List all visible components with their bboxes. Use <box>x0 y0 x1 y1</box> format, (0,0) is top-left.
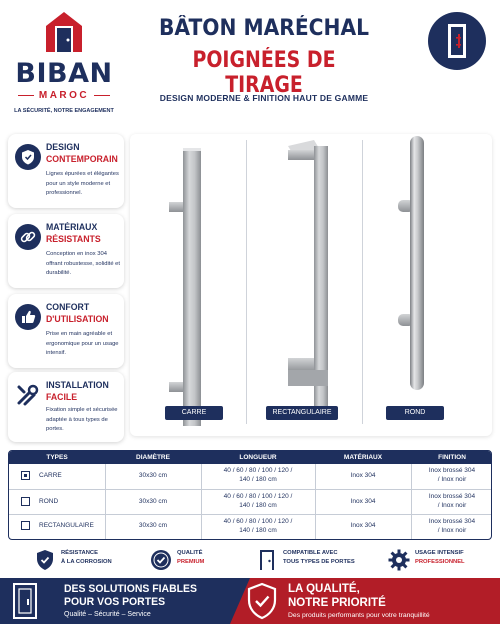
row-divider <box>9 489 492 490</box>
row-divider <box>9 514 492 515</box>
badge-line1: QUALITÉ <box>177 550 203 556</box>
table-cell-finish: / Inox noir <box>437 476 467 483</box>
brand-tagline: LA SÉCURITÉ, NOTRE ENGAGEMENT <box>14 108 114 114</box>
quality-seal-icon <box>150 549 172 571</box>
feature-title: MATÉRIAUX <box>46 222 98 233</box>
feature-title: CONFORT <box>46 302 90 313</box>
feature-subtitle: RÉSISTANTS <box>46 234 101 245</box>
feature-description: Fixation simple et sécurisée adaptée à tous types de portes. <box>46 407 118 432</box>
spec-table <box>8 450 492 540</box>
table-cell-material: Inox 304 <box>350 522 376 529</box>
page-title: BÂTON MARÉCHAL <box>158 16 370 41</box>
table-cell-material: Inox 304 <box>350 472 376 479</box>
footer-right-tagline: Des produits performants pour votre tranquillité <box>288 612 430 619</box>
handle-label-carre: CARRE <box>165 406 223 420</box>
brand-name: BIBAN <box>15 58 113 89</box>
footer-right-title-2: NOTRE PRIORITÉ <box>288 597 386 609</box>
table-cell-diameter: 30x30 cm <box>138 472 168 479</box>
feature-card-materials <box>8 214 124 288</box>
footer-left-title: DES SOLUTIONS FIABLES <box>64 583 197 595</box>
footer-left-tagline: Qualité – Sécurité – Service <box>64 611 151 618</box>
badge-corrosion <box>34 546 134 576</box>
handles-illustration <box>130 134 492 436</box>
table-cell-length: 40 / 60 / 80 / 100 / 120 / <box>223 467 293 474</box>
shield-icon <box>15 144 41 170</box>
table-cell-finish: / Inox noir <box>437 502 467 509</box>
badge-line2: TOUS TYPES DE PORTES <box>283 559 355 565</box>
badge-line1: USAGE INTENSIF <box>415 550 464 556</box>
table-header-finish: FINITION <box>438 454 466 461</box>
page-subtitle: DESIGN MODERNE & FINITION HAUT DE GAMME <box>159 93 369 103</box>
table-cell-finish: Inox brossé 304 <box>428 493 476 500</box>
badge-line2: PROFESSIONNEL <box>415 559 465 565</box>
badge-line1: COMPATIBLE AVEC <box>283 550 338 556</box>
feature-description: Lignes épurées et élégantes pour un style moderne et professionnel. <box>46 171 119 196</box>
table-cell-finish: Inox brossé 304 <box>428 518 476 525</box>
thumbs-up-icon <box>15 304 41 330</box>
footer-right-title: LA QUALITÉ, <box>288 583 360 595</box>
link-icon <box>15 224 41 250</box>
table-cell-length: 40 / 60 / 80 / 100 / 120 / <box>223 518 293 525</box>
feature-title: INSTALLATION <box>46 380 109 391</box>
table-cell-material: Inox 304 <box>350 498 376 505</box>
feature-card-comfort <box>8 294 124 368</box>
handle-rond <box>398 136 424 390</box>
badge-line2: À LA CORROSION <box>61 559 112 565</box>
table-cell-length: 140 / 180 cm <box>239 502 277 509</box>
row-checkbox[interactable] <box>21 497 30 506</box>
brand-logo <box>8 6 120 124</box>
door-icon <box>10 583 40 619</box>
feature-title: DESIGN <box>46 142 80 153</box>
table-header-types: TYPES <box>46 454 68 461</box>
tools-icon <box>15 382 41 408</box>
footer-left-title-2: POUR VOS PORTES <box>64 596 166 608</box>
table-cell-diameter: 30x30 cm <box>138 498 168 505</box>
shield-check-icon <box>246 582 278 620</box>
handle-rectangulaire <box>288 140 328 414</box>
table-header-length: LONGUEUR <box>239 454 277 461</box>
table-cell-length: 140 / 180 cm <box>239 527 277 534</box>
house-door-icon <box>44 10 84 54</box>
badge-line1: RÉSISTANCE <box>61 550 98 556</box>
door-icon <box>256 549 278 571</box>
door-handle-icon <box>428 12 486 70</box>
handle-label-rectangulaire: RECTANGULAIRE <box>266 406 338 420</box>
gear-icon <box>388 549 410 571</box>
table-cell-type: ROND <box>39 498 59 505</box>
door-handle-badge <box>428 12 486 70</box>
row-checkbox[interactable] <box>21 471 30 480</box>
badge-line2: PREMIUM <box>177 559 205 565</box>
shield-check-icon <box>34 549 56 571</box>
table-header-diameter: DIAMÈTRE <box>136 454 170 461</box>
feature-description: Prise en main agréable et ergonomique pour un usage intensif. <box>46 331 119 356</box>
feature-card-installation <box>8 372 124 442</box>
table-cell-finish: / Inox noir <box>437 527 467 534</box>
badge-compatible <box>256 546 366 576</box>
table-cell-length: 140 / 180 cm <box>239 476 277 483</box>
feature-subtitle: CONTEMPORAIN <box>46 154 118 165</box>
feature-subtitle: D'UTILISATION <box>46 314 109 325</box>
table-header-material: MATÉRIAUX <box>343 454 383 461</box>
feature-description: Conception en inox 304 offrant robustesse, solidité et durabilité. <box>46 251 121 276</box>
row-checkbox[interactable] <box>21 521 30 530</box>
table-cell-finish: Inox brossé 304 <box>428 467 476 474</box>
feature-card-design <box>8 134 124 208</box>
badge-intensive-use <box>388 546 488 576</box>
handle-label-rond: ROND <box>386 406 444 420</box>
handle-carre <box>169 148 201 426</box>
feature-subtitle: FACILE <box>46 392 78 403</box>
page-title-secondary: POIGNÉES DE TIRAGE <box>192 48 336 98</box>
brand-sub: MAROC <box>8 90 120 101</box>
badge-quality <box>150 546 240 576</box>
table-cell-type: CARRE <box>39 472 62 479</box>
table-cell-type: RECTANGULAIRE <box>39 522 94 529</box>
table-cell-length: 40 / 60 / 80 / 100 / 120 / <box>223 493 293 500</box>
table-cell-diameter: 30x30 cm <box>138 522 168 529</box>
